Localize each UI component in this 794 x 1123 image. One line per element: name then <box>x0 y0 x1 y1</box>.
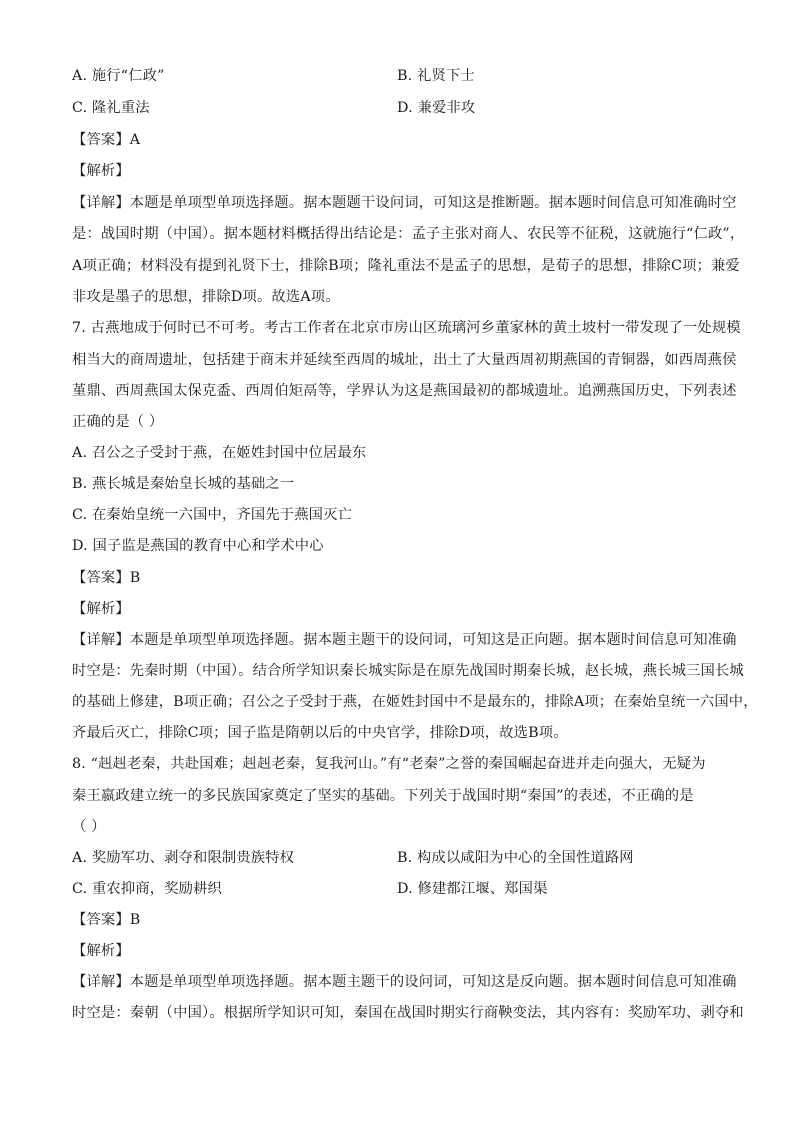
q7-option-b: B. 燕长城是秦始皇长城的基础之一 <box>72 476 295 492</box>
q7-stem-line: 堇鼎、西周燕国太保克盉、西周伯矩鬲等，学界认为这是燕国最初的都城遗址。追溯燕国历史，下列表述 <box>72 383 737 399</box>
q7-option-c: C. 在秦始皇统一六国中，齐国先于燕国灭亡 <box>72 507 353 523</box>
q6-detail-line: 【详解】本题是单项型单项选择题。据本题题干设问词，可知这是推断题。据本题时间信息可知准确时空 <box>72 195 737 211</box>
q7-stem-line: 正确的是（ ） <box>72 414 164 430</box>
q8-detail-line: 时空是：秦朝（中国）。根据所学知识可知，秦国在战国时期实行商鞅变法，其内容有：奖励军功、剥夺和 <box>72 1005 744 1021</box>
q8-option-a: A. 奖励军功、剥夺和限制贵族特权 <box>72 850 295 866</box>
q6-answer: 【答案】A <box>72 132 141 148</box>
q8-detail-line: 【详解】本题是单项型单项选择题。据本题主题干的设问词，可知这是反向题。据本题时间信息可知准确 <box>72 974 737 990</box>
q8-option-d: D. 修建都江堰、郑国渠 <box>397 881 548 897</box>
q8-stem-line: 秦王嬴政建立统一的多民族国家奠定了坚实的基础。下列关于战国时期“秦国”的表述，不正确的是 <box>72 788 694 804</box>
q6-option-a: A. 施行“仁政” <box>72 68 165 84</box>
q8-analysis-label: 【解析】 <box>72 943 130 959</box>
q6-option-d: D. 兼爱非攻 <box>397 100 476 116</box>
q7-stem-line: 7. 古燕地成于何时已不可考。考古工作者在北京市房山区琉璃河乡董家林的黄土坡村一带发现了一处规模 <box>72 320 741 336</box>
q6-option-b: B. 礼贤下士 <box>397 68 475 84</box>
q8-stem-line: （ ） <box>72 819 106 835</box>
q7-option-a: A. 召公之子受封于燕，在姬姓封国中位居最东 <box>72 445 367 461</box>
q6-analysis-label: 【解析】 <box>72 163 130 179</box>
q7-stem-line: 相当大的商周遗址，包括建于商末并延续至西周的城址，出土了大量西周初期燕国的青铜器，如西周燕侯 <box>72 352 737 368</box>
q6-detail-line: 非攻是墨子的思想，排除D项。故选A项。 <box>72 289 340 305</box>
q7-analysis-label: 【解析】 <box>72 601 130 617</box>
q8-option-c: C. 重农抑商，奖励耕织 <box>72 881 222 897</box>
q7-answer: 【答案】B <box>72 570 141 586</box>
q8-stem-line: 8. “赳赳老秦，共赴国难；赳赳老秦，复我河山。”有“老秦”之誉的秦国崛起奋进并走向强大，无疑为 <box>72 756 706 772</box>
q6-detail-line: A项正确；材料没有提到礼贤下士，排除B项；隆礼重法不是孟子的思想，是荀子的思想，排除C项；兼爱 <box>72 258 740 274</box>
q7-option-d: D. 国子监是燕国的教育中心和学术中心 <box>72 538 324 554</box>
q7-detail-line: 的基础上修建，B项正确；召公之子受封于燕，在姬姓封国中不是最东的，排除A项；在秦始皇统一六国中， <box>72 694 758 710</box>
q7-detail-line: 时空是：先秦时期（中国）。结合所学知识秦长城实际是在原先战国时期秦长城，赵长城，燕长城三国长城 <box>72 663 744 679</box>
q6-option-c: C. 隆礼重法 <box>72 100 150 116</box>
q7-detail-line: 【详解】本题是单项型单项选择题。据本题主题干的设问词，可知这是正向题。据本题时间信息可知准确 <box>72 632 737 648</box>
q7-detail-line: 齐最后灭亡，排除C项；国子监是隋朝以后的中央官学，排除D项，故选B项。 <box>72 725 568 741</box>
q8-option-b: B. 构成以咸阳为中心的全国性道路网 <box>397 850 634 866</box>
q6-detail-line: 是：战国时期（中国）。据本题材料概括得出结论是：孟子主张对商人、农民等不征税，这就施行“仁政”， <box>72 226 745 242</box>
q8-answer: 【答案】B <box>72 912 141 928</box>
